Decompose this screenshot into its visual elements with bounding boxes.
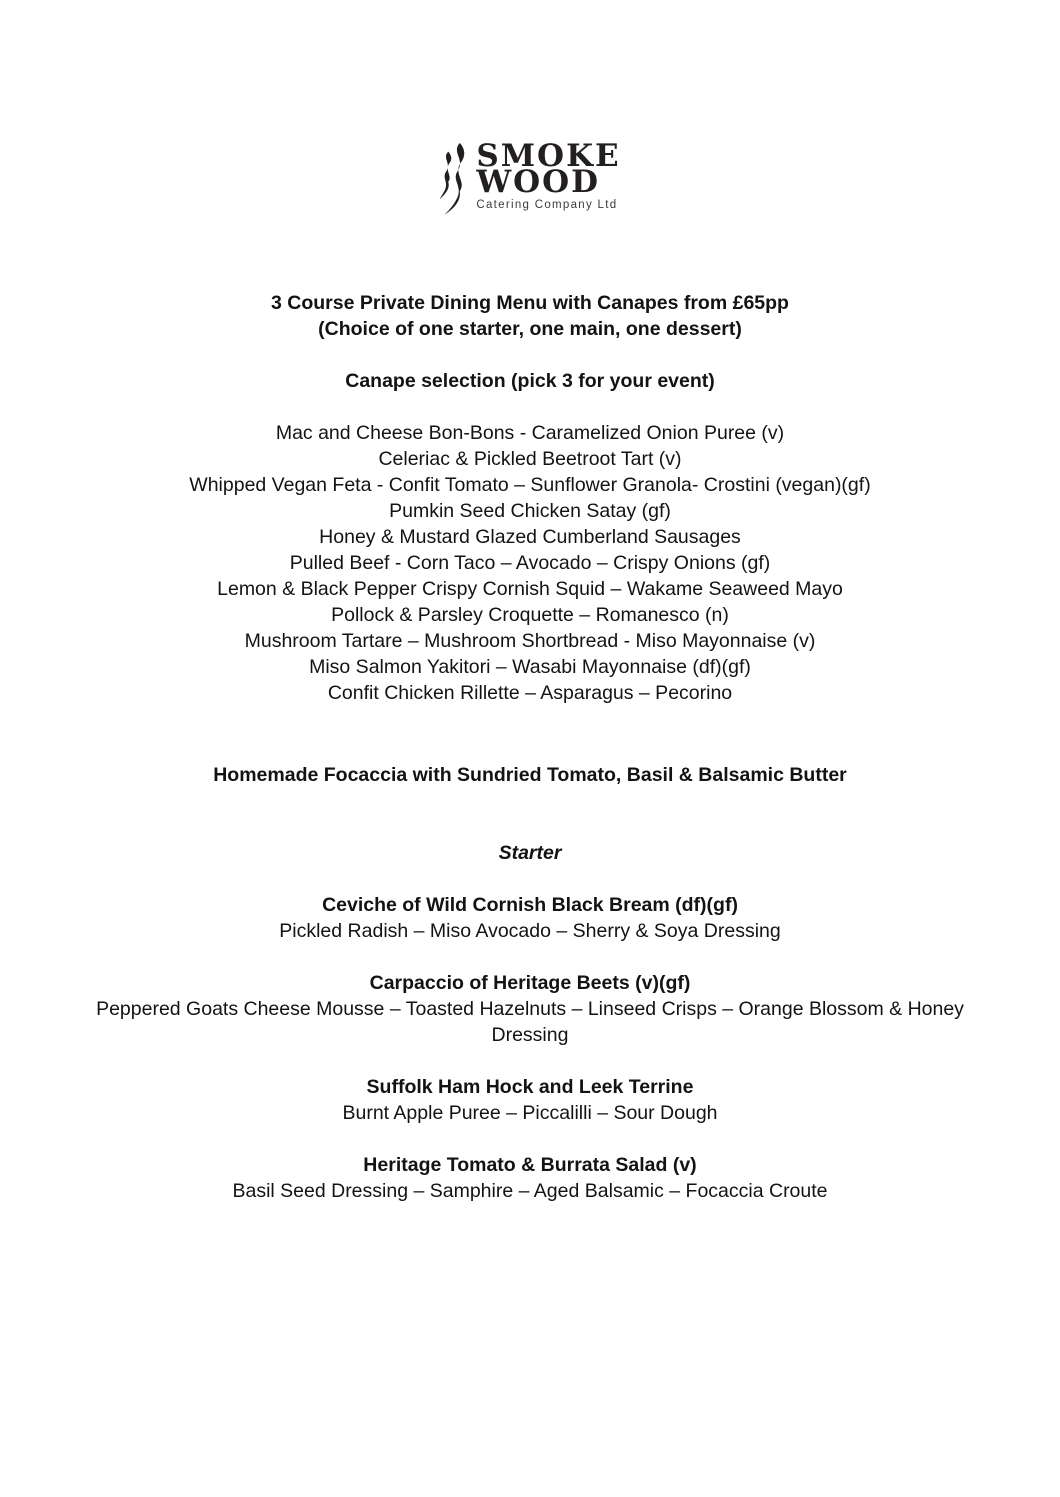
canape-item: Honey & Mustard Glazed Cumberland Sausages: [319, 526, 741, 548]
dish-description: Basil Seed Dressing – Samphire – Aged Balsamic – Focaccia Croute: [232, 1180, 828, 1202]
logo-wordmark-line1: SMOKE: [476, 138, 621, 174]
menu-title-line2: (Choice of one starter, one main, one dessert): [318, 318, 742, 340]
canape-item: Whipped Vegan Feta - Confit Tomato – Sunflower Granola- Crostini (vegan)(gf): [189, 474, 871, 496]
canape-item: Mushroom Tartare – Mushroom Shortbread - Miso Mayonnaise (v): [244, 630, 816, 652]
canape-item: Pulled Beef - Corn Taco – Avocado – Crispy Onions (gf): [289, 552, 771, 574]
starter-section-heading: Starter: [498, 842, 562, 864]
dish-name: Ceviche of Wild Cornish Black Bream (df)(gf): [322, 894, 738, 916]
menu-title-line1: 3 Course Private Dining Menu with Canapes from £65pp: [271, 292, 789, 314]
dish-name: Suffolk Ham Hock and Leek Terrine: [366, 1076, 694, 1098]
canape-item: Lemon & Black Pepper Crispy Cornish Squid – Wakame Seaweed Mayo: [217, 578, 843, 600]
logo-wordmark: [476, 138, 621, 212]
canape-item: Pollock & Parsley Croquette – Romanesco (n): [331, 604, 729, 626]
dish-description: Pickled Radish – Miso Avocado – Sherry & Soya Dressing: [279, 920, 781, 942]
dish-description: Peppered Goats Cheese Mousse – Toasted Hazelnuts – Linseed Crisps – Orange Blossom & Honey Dressing: [96, 998, 964, 1046]
canape-list: [0, 420, 1060, 706]
dish-description: Burnt Apple Puree – Piccalilli – Sour Dough: [342, 1102, 718, 1124]
focaccia-line: Homemade Focaccia with Sundried Tomato, Basil & Balsamic Butter: [213, 764, 847, 786]
starter-list: [0, 892, 1060, 1204]
canape-section-heading: Canape selection (pick 3 for your event): [345, 370, 715, 392]
logo-wordmark-line2: WOOD: [476, 164, 601, 200]
dish-name: Heritage Tomato & Burrata Salad (v): [363, 1154, 697, 1176]
logo-subtitle: Catering Company Ltd: [476, 199, 618, 211]
canape-item: Confit Chicken Rillette – Asparagus – Pecorino: [327, 682, 733, 704]
dish-name: Carpaccio of Heritage Beets (v)(gf): [369, 972, 691, 994]
smokewood-logo: [0, 138, 1060, 215]
smoke-icon: [439, 143, 469, 215]
canape-item: Celeriac & Pickled Beetroot Tart (v): [378, 448, 682, 470]
canape-item: Pumkin Seed Chicken Satay (gf): [389, 500, 671, 522]
canape-item: Miso Salmon Yakitori – Wasabi Mayonnaise (df)(gf): [309, 656, 751, 678]
canape-item: Mac and Cheese Bon-Bons - Caramelized Onion Puree (v): [275, 422, 785, 444]
